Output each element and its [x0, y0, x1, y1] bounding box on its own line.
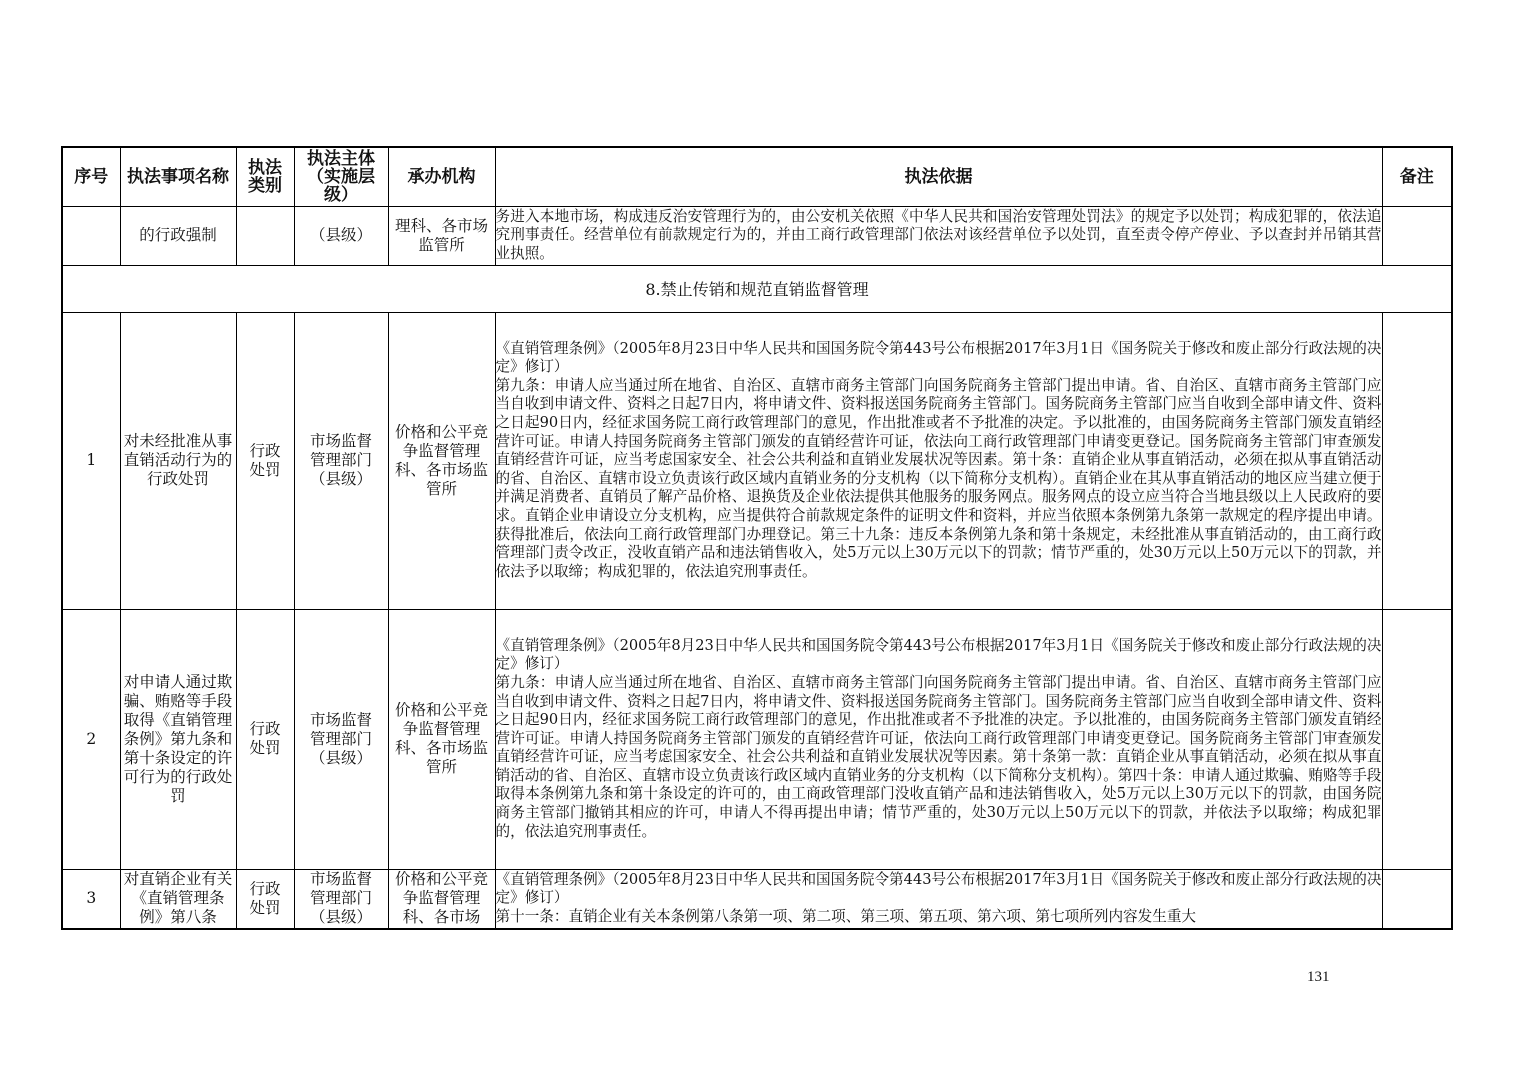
cell-basis [495, 869, 1382, 929]
enforcement-table [61, 146, 1453, 930]
cell-name: 对直销企业有关《直销管理条例》第八条 [120, 869, 236, 929]
cell-remark [1382, 312, 1452, 609]
table-row [62, 609, 1452, 869]
cell-no: 3 [62, 869, 120, 929]
header-remark: 备注 [1382, 147, 1452, 206]
cell-category: 行政处罚 [236, 312, 294, 609]
cell-no: 1 [62, 312, 120, 609]
header-category: 执法类别 [236, 147, 294, 206]
header-name: 执法事项名称 [120, 147, 236, 206]
basis-articles: 第九条：申请人应当通过所在地省、自治区、直辖市商务主管部门向国务院商务主管部门提出申请。省、自治区、直辖市商务主管部门应当自收到申请文件、资料之日起7日内，将申请文件、资料报送国务院商务主管部门。国务院商务主管部门应当自收到全部申请文件、资料之日起90日内，经征求国务院工商行政管理部门的意见，作出批准或者不予批准的决定。予以批准的，由国务院商务主管部门颁发直销经营许可证。申请人持国务院商务主管部门颁发的直销经营许可证，依法向工商行政管理部门申请变更登记。国务院商务主管部门审查颁发直销经营许可证，应当考虑国家安全、社会公共利益和直销业发展状况等因素。第十条第一款：直销企业从事直销活动，必须在拟从事直销活动的省、自治区、直辖市设立负责该行政区域内直销业务的分支机构（以下简称分支机构）。第四十条：申请人通过欺骗、贿赂等手段取得本条例第九条和第十条设定的许可的，由工商政管理部门没收直销产品和违法销售收入，处5万元以上30万元以下的罚款，由国务院商务主管部门撤销其相应的许可，申请人不得再提出申请；情节严重的，处30万元以上50万元以下的罚款，并依法予以取缔；构成犯罪的，依法追究刑事责任。 [495, 673, 1382, 840]
cell-basis: 务进入本地市场，构成违反治安管理行为的，由公安机关依照《中华人民共和国治安管理处罚法》的规定予以处罚；构成犯罪的，依法追究刑事责任。经营单位有前款规定行为的，并由工商行政管理部门依法对该经营单位予以处罚，直至责令停产停业、予以查封并吊销其营业执照。 [495, 206, 1382, 265]
basis-source: 《直销管理条例》（2005年8月23日中华人民共和国国务院令第443号公布根据2017年3月1日《国务院关于修改和废止部分行政法规的决定》修订） [495, 339, 1382, 376]
cell-remark [1382, 206, 1452, 265]
header-row [62, 147, 1452, 206]
cell-subject: 市场监督管理部门（县级） [294, 609, 388, 869]
cell-remark [1382, 869, 1452, 929]
header-agency: 承办机构 [388, 147, 495, 206]
header-subject: 执法主体（实施层级） [294, 147, 388, 206]
cell-name: 对申请人通过欺骗、贿赂等手段取得《直销管理条例》第九条和第十条设定的许可行为的行政处罚 [120, 609, 236, 869]
basis-articles: 第九条：申请人应当通过所在地省、自治区、直辖市商务主管部门向国务院商务主管部门提出申请。省、自治区、直辖市商务主管部门应当自收到申请文件、资料之日起7日内，将申请文件、资料报送国务院商务主管部门。国务院商务主管部门应当自收到全部申请文件、资料之日起90日内，经征求国务院工商行政管理部门的意见，作出批准或者不予批准的决定。予以批准的，由国务院商务主管部门颁发直销经营许可证。申请人持国务院商务主管部门颁发的直销经营许可证，依法向工商行政管理部门申请变更登记。国务院商务主管部门审查颁发直销经营许可证，应当考虑国家安全、社会公共利益和直销业发展状况等因素。第十条：直销企业从事直销活动，必须在拟从事直销活动的省、自治区、直辖市设立负责该行政区域内直销业务的分支机构（以下简称分支机构）。直销企业在其从事直销活动的地区应当建立便于并满足消费者、直销员了解产品价格、退换货及企业依法提供其他服务的服务网点。服务网点的设立应当符合当地县级以上人民政府的要求。直销企业申请设立分支机构，应当提供符合前款规定条件的证明文件和资料，并应当依照本条例第九条第一款规定的程序提出申请。获得批准后，依法向工商行政管理部门办理登记。第三十九条：违反本条例第九条和第十条规定，未经批准从事直销活动的，由工商行政管理部门责令改正，没收直销产品和违法销售收入，处5万元以上30万元以下的罚款；情节严重的，处30万元以上50万元以下的罚款，并依法予以取缔；构成犯罪的，依法追究刑事责任。 [495, 376, 1382, 580]
cell-agency: 价格和公平竞争监督管理科、各市场监管所 [388, 312, 495, 609]
cell-subject: 市场监督管理部门（县级） [294, 312, 388, 609]
cell-agency: 价格和公平竞争监督管理科、各市场 [388, 869, 495, 929]
page-number: 131 [1307, 969, 1330, 985]
cell-subject: （县级） [294, 206, 388, 265]
cell-name: 对未经批准从事直销活动行为的行政处罚 [120, 312, 236, 609]
cell-no: 2 [62, 609, 120, 869]
cell-no [62, 206, 120, 265]
section-row [62, 265, 1452, 312]
cell-remark [1382, 609, 1452, 869]
table-row [62, 206, 1452, 265]
basis-articles: 第十一条：直销企业有关本条例第八条第一项、第二项、第三项、第五项、第六项、第七项所列内容发生重大 [495, 908, 1197, 926]
header-basis: 执法依据 [495, 147, 1382, 206]
cell-category: 行政处罚 [236, 869, 294, 929]
cell-category [236, 206, 294, 265]
cell-category: 行政处罚 [236, 609, 294, 869]
cell-basis [495, 609, 1382, 869]
basis-source: 《直销管理条例》（2005年8月23日中华人民共和国国务院令第443号公布根据2017年3月1日《国务院关于修改和废止部分行政法规的决定》修订） [495, 870, 1382, 907]
cell-basis [495, 312, 1382, 609]
cell-name: 的行政强制 [120, 206, 236, 265]
table-row [62, 869, 1452, 929]
table-row [62, 312, 1452, 609]
basis-source: 《直销管理条例》（2005年8月23日中华人民共和国国务院令第443号公布根据2017年3月1日《国务院关于修改和废止部分行政法规的决定》修订） [495, 636, 1382, 673]
section-title: 8.禁止传销和规范直销监督管理 [62, 265, 1452, 312]
header-no: 序号 [62, 147, 120, 206]
cell-subject: 市场监督管理部门（县级） [294, 869, 388, 929]
cell-agency: 理科、各市场监管所 [388, 206, 495, 265]
cell-agency: 价格和公平竞争监督管理科、各市场监管所 [388, 609, 495, 869]
